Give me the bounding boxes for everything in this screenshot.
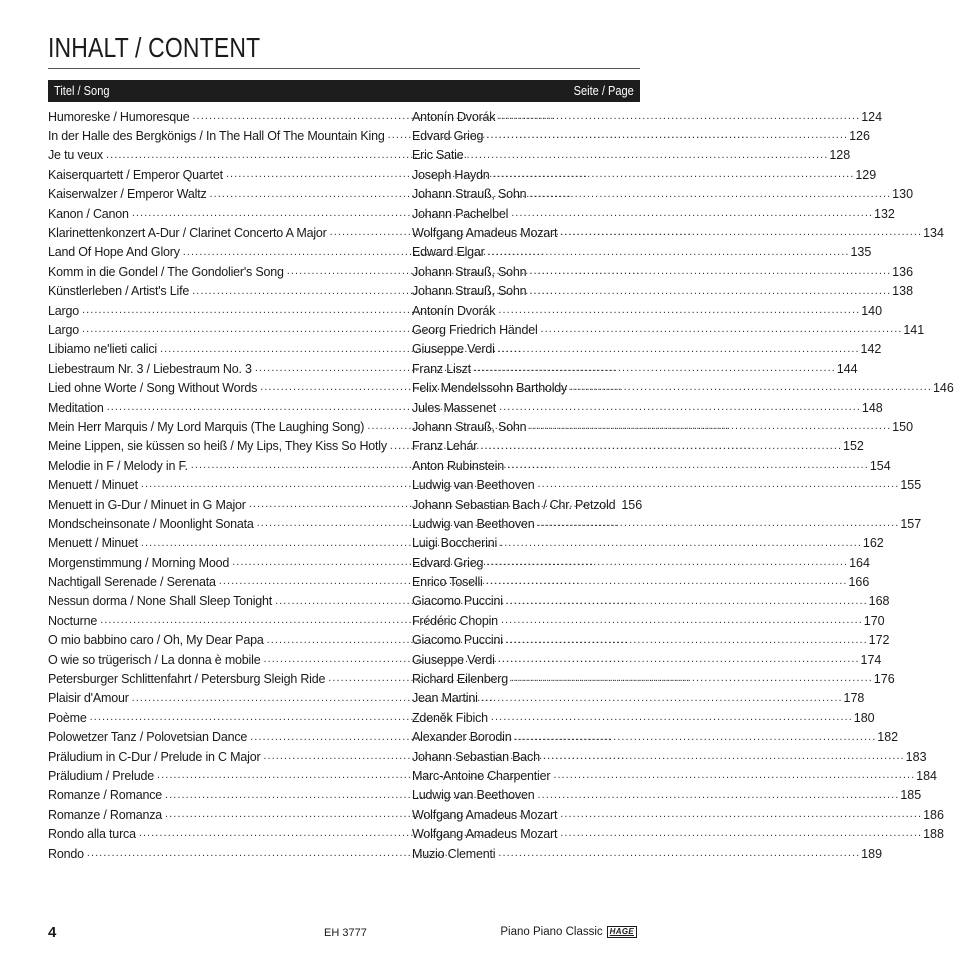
page-number: 134 (923, 226, 944, 241)
song-title: Polowetzer Tanz / Polovetsian Dance (48, 730, 248, 745)
list-item (48, 282, 914, 301)
song-title: Kaiserwalzer / Emperor Waltz (48, 187, 207, 202)
composer-cell (412, 708, 875, 727)
dot-leader (498, 340, 858, 359)
dot-leader (480, 437, 840, 456)
song-title: Nachtigall Serenade / Serenata (48, 575, 216, 590)
dot-leader (529, 417, 889, 436)
dot-leader (499, 398, 859, 417)
song-title: O wie so trügerisch / La donna è mobile (48, 652, 261, 667)
song-title-cell (48, 650, 404, 669)
song-title: Menuett in G-Dur / Minuet in G Major (48, 497, 246, 512)
composer-cell (412, 146, 851, 165)
song-title: O mio babbino caro / Oh, My Dear Papa (48, 633, 264, 648)
song-title: In der Halle des Bergkönigs / In The Hall Of The Mountain King (48, 129, 385, 144)
composer-cell (412, 185, 914, 204)
song-title: Romanze / Romance (48, 788, 163, 803)
list-item (48, 456, 891, 475)
dot-leader (537, 475, 897, 494)
song-title-cell (48, 204, 404, 223)
song-title: Präludium in C-Dur / Prelude in C Major (48, 749, 261, 764)
song-title-cell (48, 340, 404, 359)
composer-cell (412, 475, 922, 494)
composer-cell (412, 572, 870, 591)
composer-name: Luigi Boccherini (412, 536, 498, 551)
song-title: Mondscheinsonate / Moonlight Sonata (48, 516, 254, 531)
dot-leader (481, 689, 841, 708)
song-title: Humoreske / Humoresque (48, 109, 190, 124)
song-title-cell (48, 747, 404, 766)
composer-name: Edvard Grieg (412, 129, 484, 144)
song-title: Petersburger Schlittenfahrt / Petersburg Sleigh Ride (48, 672, 326, 687)
composer-name: Antonín Dvorák (412, 303, 496, 318)
song-title: Libiamo ne'lieti calici (48, 342, 157, 357)
list-item (48, 553, 870, 572)
list-item (48, 728, 899, 747)
composer-cell (412, 805, 944, 824)
dot-leader (506, 592, 866, 611)
composer-cell (412, 766, 938, 785)
composer-cell (412, 223, 944, 242)
dot-leader (560, 805, 920, 824)
song-title: Land Of Hope And Glory (48, 245, 180, 260)
list-item (48, 534, 884, 553)
composer-cell (412, 243, 872, 262)
song-title: Nocturne (48, 613, 98, 628)
list-item (48, 437, 864, 456)
list-item (48, 669, 895, 688)
series-title: Piano Piano Classic (500, 926, 603, 938)
composer-name: Johann Strauß, Sohn (412, 419, 527, 434)
composer-cell (412, 340, 882, 359)
dot-leader (537, 514, 897, 533)
page-number: 166 (848, 575, 870, 590)
song-title-cell (48, 553, 404, 572)
page-number: 130 (892, 187, 914, 202)
page-number: 170 (863, 613, 885, 628)
song-title-cell (48, 146, 404, 165)
list-item (48, 359, 858, 378)
song-title-cell (48, 572, 404, 591)
song-title: Menuett / Minuet (48, 478, 138, 493)
dot-leader (498, 107, 858, 126)
composer-name: Johann Sebastian Bach (412, 749, 540, 764)
page-number: 172 (868, 633, 890, 648)
song-title-cell (48, 495, 404, 514)
header-title-column: Titel / Song (54, 83, 110, 98)
composer-name: Franz Lehár (412, 439, 478, 454)
dot-leader (87, 844, 447, 863)
page-number: 189 (861, 846, 883, 861)
dot-leader (491, 708, 851, 727)
composer-cell (412, 456, 891, 475)
composer-name: Giacomo Puccini (412, 594, 503, 609)
footer-page-number: 4 (48, 924, 57, 941)
page-number: 140 (861, 303, 883, 318)
composer-name: Giacomo Puccini (412, 633, 503, 648)
song-title-cell (48, 223, 404, 242)
page-number: 168 (868, 594, 890, 609)
dot-leader (498, 301, 858, 320)
page-number: 129 (855, 167, 877, 182)
footer-edition-code: EH 3777 (324, 927, 367, 939)
list-item (48, 805, 944, 824)
page-number: 132 (874, 206, 895, 221)
composer-cell (412, 378, 954, 397)
song-title-cell (48, 378, 404, 397)
song-title: Kanon / Canon (48, 206, 129, 221)
song-title: Kaiserquartett / Emperor Quartet (48, 167, 223, 182)
song-title-cell (48, 262, 404, 281)
composer-cell (412, 592, 890, 611)
song-title: Menuett / Minuet (48, 536, 138, 551)
composer-cell (412, 282, 914, 301)
list-item (48, 378, 954, 397)
song-title-cell (48, 359, 404, 378)
list-item (48, 708, 875, 727)
composer-name: Johann Strauß, Sohn (412, 264, 527, 279)
composer-name: Johann Pachelbel (412, 206, 509, 221)
page-number: 180 (853, 710, 875, 725)
composer-name: Ludwig van Beethoven (412, 478, 535, 493)
list-item (48, 514, 922, 533)
dot-leader (82, 320, 442, 339)
dot-leader (486, 553, 846, 572)
composer-cell (412, 165, 877, 184)
song-title-cell (48, 689, 404, 708)
song-title-cell (48, 534, 404, 553)
list-item (48, 824, 944, 843)
dot-leader (543, 747, 903, 766)
composer-cell (412, 631, 890, 650)
page-number: 174 (860, 652, 882, 667)
song-title-cell (48, 107, 404, 126)
composer-name: Ludwig van Beethoven (412, 516, 535, 531)
list-item (48, 747, 927, 766)
list-item (48, 475, 922, 494)
dot-leader (570, 378, 930, 397)
list-item (48, 301, 883, 320)
page-number: 126 (849, 129, 870, 144)
composer-name: Wolfgang Amadeus Mozart (412, 807, 558, 822)
dot-leader (507, 456, 867, 475)
song-title: Plaisir d'Amour (48, 691, 129, 706)
dot-leader (486, 126, 846, 145)
hage-logo: HAGE (607, 926, 637, 938)
page-number: 186 (923, 807, 944, 822)
composer-name: Zdeněk Fibich (412, 710, 488, 725)
dot-leader (560, 223, 920, 242)
page-number: 188 (923, 827, 944, 842)
list-item (48, 398, 883, 417)
page-number: 152 (843, 439, 864, 454)
page-number: 183 (905, 749, 927, 764)
dot-leader (90, 708, 450, 727)
composer-cell (412, 204, 895, 223)
composer-name: Antonín Dvorák (412, 109, 496, 124)
page-number: 184 (916, 768, 938, 783)
song-title: Morgenstimmung / Morning Mood (48, 555, 230, 570)
page-number: 136 (892, 264, 914, 279)
page-number: 157 (900, 516, 922, 531)
song-title-cell (48, 417, 404, 436)
song-title-cell (48, 320, 404, 339)
page-number: 182 (877, 730, 899, 745)
list-item (48, 223, 944, 242)
dot-leader (488, 243, 848, 262)
composer-name: Frédéric Chopin (412, 613, 498, 628)
page-number: 155 (900, 478, 922, 493)
composer-name: Johann Sebastian Bach / Chr. Petzold (412, 497, 616, 512)
song-title-cell (48, 728, 404, 747)
song-title-cell (48, 824, 404, 843)
dot-leader (529, 262, 889, 281)
list-item (48, 689, 865, 708)
composer-cell (412, 747, 927, 766)
dot-leader (529, 185, 889, 204)
song-title-cell (48, 301, 404, 320)
page-number: 164 (849, 555, 870, 570)
composer-name: Felix Mendelssohn Bartholdy (412, 381, 568, 396)
composer-name: Giuseppe Verdi (412, 652, 495, 667)
list-item (48, 340, 882, 359)
composer-name: Wolfgang Amadeus Mozart (412, 226, 558, 241)
list-item (48, 572, 870, 591)
song-title: Melodie in F / Melody in F. (48, 458, 188, 473)
dot-leader (506, 631, 866, 650)
song-title-cell (48, 456, 404, 475)
composer-name: Johann Strauß, Sohn (412, 284, 527, 299)
song-title: Rondo alla turca (48, 827, 136, 842)
song-title-cell (48, 611, 404, 630)
song-title: Rondo (48, 846, 84, 861)
list-item (48, 320, 925, 339)
list-item (48, 631, 890, 650)
composer-name: Marc-Antoine Charpentier (412, 768, 551, 783)
page-number: 142 (860, 342, 882, 357)
dot-leader (500, 534, 860, 553)
song-title: Largo (48, 303, 79, 318)
song-title: Komm in die Gondel / The Gondolier's Song (48, 264, 284, 279)
composer-name: Muzio Clementi (412, 846, 496, 861)
dot-leader (511, 669, 871, 688)
page-number: 176 (873, 672, 895, 687)
composer-cell (412, 669, 895, 688)
composer-cell (412, 514, 922, 533)
title-divider (48, 68, 640, 69)
dot-leader (537, 786, 897, 805)
dot-leader (82, 301, 442, 320)
list-item (48, 146, 851, 165)
song-title-cell (48, 282, 404, 301)
song-title-cell (48, 514, 404, 533)
composer-cell (412, 650, 882, 669)
composer-cell (412, 262, 914, 281)
composer-name: Richard Eilenberg (412, 672, 508, 687)
song-title: Largo (48, 322, 79, 337)
composer-name: Georg Friedrich Händel (412, 322, 538, 337)
composer-cell (412, 417, 914, 436)
song-title-cell (48, 126, 404, 145)
dot-leader (467, 146, 827, 165)
song-title: Romanze / Romanza (48, 807, 163, 822)
song-title-cell (48, 631, 404, 650)
song-title: Lied ohne Worte / Song Without Words (48, 381, 258, 396)
page-number: 141 (903, 322, 925, 337)
song-title: Poème (48, 710, 87, 725)
song-title-cell (48, 243, 404, 262)
composer-name: Jean Martini (412, 691, 478, 706)
composer-name: Wolfgang Amadeus Mozart (412, 827, 558, 842)
footer-series (500, 926, 637, 938)
list-item (48, 495, 643, 514)
composer-name: Franz Liszt (412, 361, 471, 376)
dot-leader (553, 766, 913, 785)
composer-name: Johann Strauß, Sohn (412, 187, 527, 202)
list-item (48, 185, 914, 204)
song-title: Je tu veux (48, 148, 103, 163)
song-title-cell (48, 437, 404, 456)
list-item (48, 766, 938, 785)
song-title-cell (48, 844, 404, 863)
composer-cell (412, 844, 883, 863)
page-number: 138 (892, 284, 914, 299)
page-number: 144 (836, 361, 858, 376)
song-title: Mein Herr Marquis / My Lord Marquis (The Laughing Song) (48, 419, 365, 434)
composer-cell (412, 611, 885, 630)
song-title: Meine Lippen, sie küssen so heiß / My Lips, They Kiss So Hotly (48, 439, 387, 454)
list-item (48, 204, 895, 223)
dot-leader (529, 282, 889, 301)
list-item (48, 243, 872, 262)
composer-cell (412, 689, 865, 708)
song-title-cell (48, 592, 404, 611)
composer-name: Giuseppe Verdi (412, 342, 495, 357)
page-number: 185 (900, 788, 922, 803)
composer-cell (412, 398, 883, 417)
contents-list (48, 107, 954, 863)
composer-cell (412, 786, 922, 805)
dot-leader (511, 204, 871, 223)
dot-leader (474, 359, 834, 378)
list-item (48, 126, 870, 145)
page-number: 128 (829, 148, 851, 163)
dot-leader (498, 650, 858, 669)
song-title-cell (48, 475, 404, 494)
page-number: 150 (892, 419, 914, 434)
song-title-cell (48, 398, 404, 417)
page-number: 154 (869, 458, 891, 473)
page-number: 148 (861, 400, 883, 415)
page-number: 146 (932, 381, 954, 396)
list-item (48, 262, 914, 281)
composer-cell (412, 534, 884, 553)
song-title: Klarinettenkonzert A-Dur / Clarinet Concerto A Major (48, 226, 327, 241)
composer-cell (412, 728, 899, 747)
song-title-cell (48, 786, 404, 805)
composer-name: Anton Rubinstein (412, 458, 505, 473)
dot-leader (493, 165, 853, 184)
header-page-column: Seite / Page (573, 83, 634, 98)
table-header (48, 80, 640, 102)
dot-leader (100, 611, 460, 630)
list-item (48, 611, 885, 630)
song-title-cell (48, 185, 404, 204)
list-item (48, 592, 890, 611)
page-title: INHALT / CONTENT (48, 32, 261, 63)
composer-cell (412, 495, 643, 514)
song-title: Künstlerleben / Artist's Life (48, 284, 190, 299)
composer-name: Edward Elgar (412, 245, 485, 260)
composer-name: Enrico Toselli (412, 575, 483, 590)
composer-cell (412, 301, 883, 320)
dot-leader (501, 611, 861, 630)
list-item (48, 650, 882, 669)
page-number: 162 (862, 536, 884, 551)
dot-leader (560, 824, 920, 843)
page-number: 124 (861, 109, 883, 124)
dot-leader (498, 844, 858, 863)
composer-cell (412, 824, 944, 843)
list-item (48, 786, 922, 805)
composer-cell (412, 359, 858, 378)
dot-leader (514, 728, 874, 747)
song-title-cell (48, 669, 404, 688)
composer-cell (412, 107, 883, 126)
composer-name: Joseph Haydn (412, 167, 490, 182)
composer-cell (412, 553, 870, 572)
dot-leader (486, 572, 846, 591)
song-title: Meditation (48, 400, 104, 415)
composer-name: Eric Satie (412, 148, 464, 163)
composer-name: Edvard Grieg (412, 555, 484, 570)
song-title-cell (48, 805, 404, 824)
list-item (48, 844, 883, 863)
composer-name: Ludwig van Beethoven (412, 788, 535, 803)
composer-cell (412, 126, 870, 145)
composer-name: Alexander Borodin (412, 730, 512, 745)
page-number: 156 (621, 497, 643, 512)
song-title-cell (48, 708, 404, 727)
page-number: 178 (843, 691, 865, 706)
song-title-cell (48, 766, 404, 785)
list-item (48, 165, 877, 184)
song-title: Liebestraum Nr. 3 / Liebestraum No. 3 (48, 361, 252, 376)
song-title-cell (48, 165, 404, 184)
song-title: Nessun dorma / None Shall Sleep Tonight (48, 594, 273, 609)
dot-leader (541, 320, 901, 339)
list-item (48, 107, 883, 126)
composer-name: Jules Massenet (412, 400, 497, 415)
page-number: 135 (850, 245, 872, 260)
composer-cell (412, 437, 864, 456)
song-title: Präludium / Prelude (48, 768, 154, 783)
composer-cell (412, 320, 925, 339)
list-item (48, 417, 914, 436)
